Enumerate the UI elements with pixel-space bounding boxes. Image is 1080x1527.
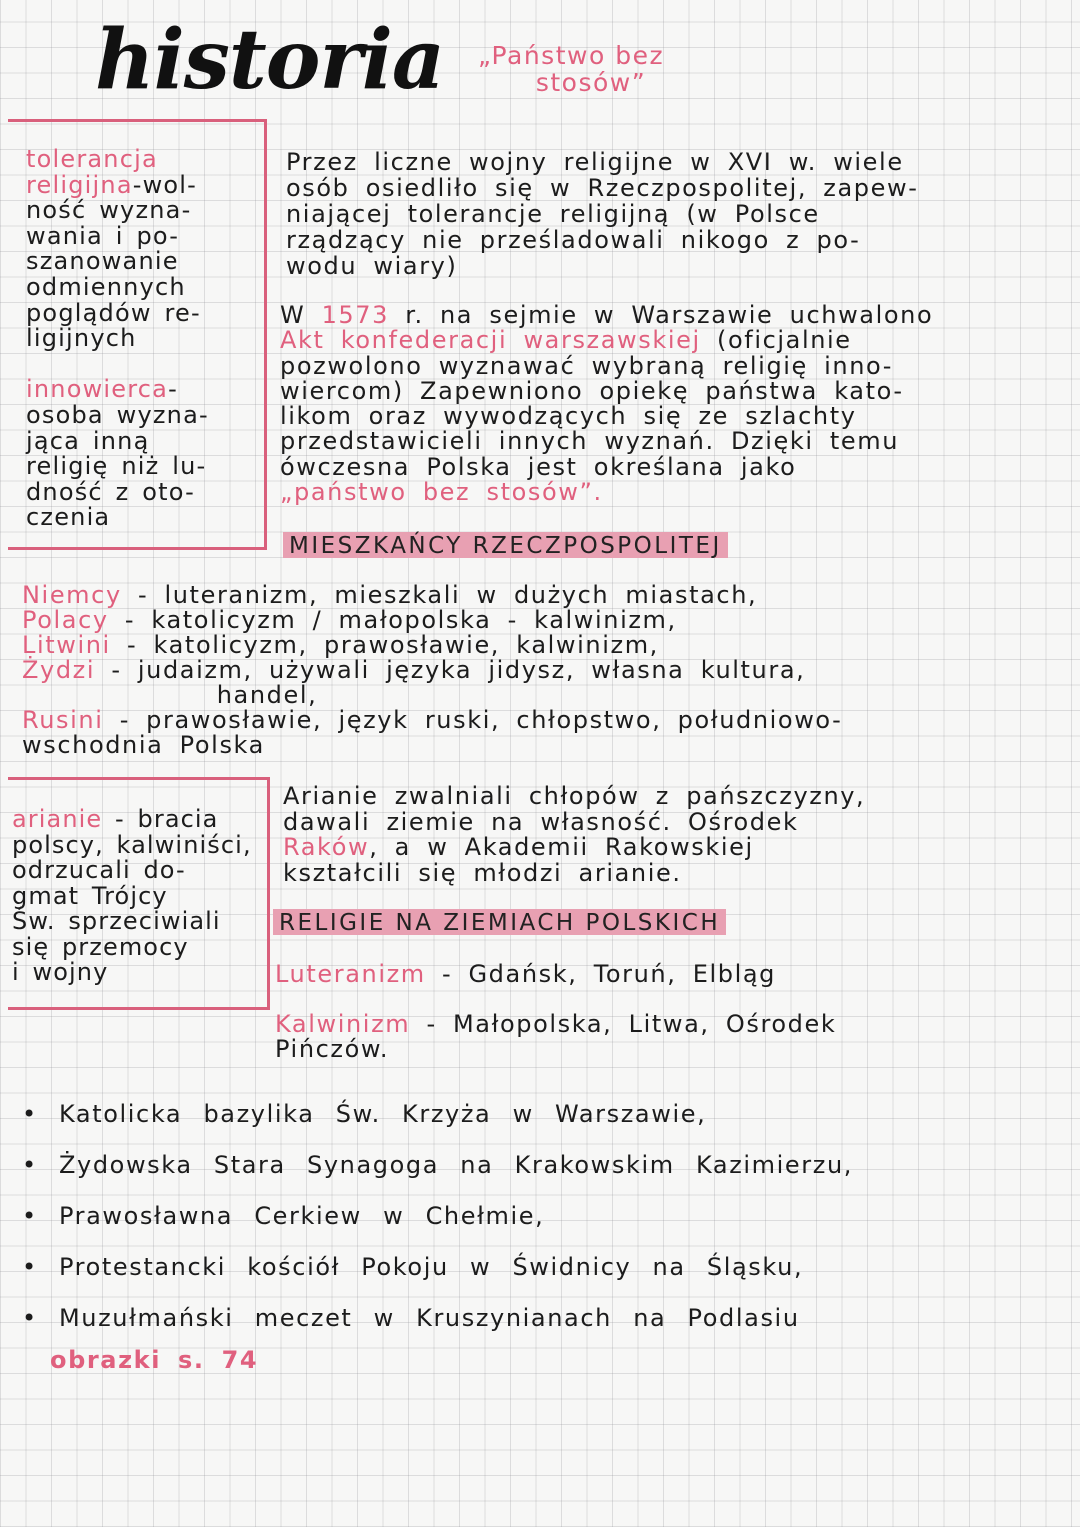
text-line	[280, 351, 933, 380]
definitions-block-1	[26, 147, 209, 531]
text-segment: - bracia	[102, 805, 219, 833]
text-line	[26, 377, 209, 403]
box-divider	[8, 777, 270, 780]
highlighted-term: arianie	[12, 805, 103, 833]
text-line	[26, 272, 209, 301]
text-segment: Św. sprzeciwiali	[12, 907, 221, 935]
text-line	[26, 326, 209, 352]
inhabitants-list	[22, 583, 842, 758]
text-line	[22, 1293, 853, 1344]
text-line	[22, 658, 842, 683]
text-segment: handel,	[22, 681, 318, 709]
subtitle-line: „Państwo bez	[478, 41, 665, 70]
text-line	[275, 987, 836, 1012]
text-line	[286, 201, 919, 227]
text-line	[26, 198, 209, 224]
text-line	[12, 830, 252, 859]
highlighted-term: „państwo bez stosów”.	[280, 478, 603, 507]
text-segment: osoba wyzna-	[26, 400, 209, 429]
highlighted-term: Luteranizm	[275, 960, 426, 988]
text-line	[286, 149, 919, 175]
box-divider	[8, 547, 266, 550]
text-segment: likom oraz wywodzących się ze szlachty	[280, 402, 857, 431]
text-line	[12, 909, 252, 935]
text-segment: • Muzułmański meczet w Kruszynianach na Podlasiu	[22, 1304, 800, 1332]
text-segment: r. na sejmie w Warszawie uchwalono	[389, 301, 934, 329]
text-line	[280, 404, 933, 429]
text-line	[280, 303, 933, 328]
highlighted-term: Raków	[283, 833, 370, 862]
text-segment: niającej tolerancje religijną (w Polsce	[286, 200, 820, 228]
text-segment: ność wyzna-	[26, 196, 192, 225]
text-segment: - Małopolska, Litwa, Ośrodek	[410, 1010, 837, 1038]
text-line	[280, 429, 933, 454]
text-segment: - katolicyzm / małopolska - kalwinizm,	[108, 606, 677, 634]
religions-list	[275, 962, 836, 1062]
text-segment: się przemocy	[12, 932, 189, 961]
subtitle	[478, 42, 664, 96]
text-line	[275, 1037, 836, 1062]
text-line	[286, 175, 919, 201]
reference-note: obrazki s. 74	[50, 1346, 259, 1374]
text-line	[26, 221, 209, 250]
text-segment: - judaizm, używali języka jidysz, własna kultura,	[95, 656, 806, 684]
text-segment: odmiennych	[26, 272, 186, 301]
text-segment: wschodnia Polska	[22, 731, 265, 759]
highlighted-term: Polacy	[22, 606, 109, 634]
text-line	[12, 807, 252, 833]
box-divider	[8, 1007, 270, 1010]
text-segment: odrzucali do-	[12, 856, 186, 884]
definitions-block-2	[12, 807, 252, 986]
highlighted-term: Żydzi	[22, 656, 96, 684]
places-of-worship-list	[22, 1089, 853, 1344]
text-line	[280, 452, 933, 481]
text-line	[26, 298, 209, 327]
box-divider	[8, 119, 266, 122]
text-line	[26, 426, 209, 455]
text-segment: -wol-	[132, 170, 198, 199]
text-segment: - prawosławie, język ruski, chłopstwo, południowo-	[103, 706, 843, 734]
text-line	[283, 807, 865, 836]
text-segment: • Żydowska Stara Synagoga na Krakowskim Kazimierzu,	[22, 1151, 853, 1179]
highlighted-term: Akt konfederacji warszawskiej	[280, 326, 701, 355]
highlighted-term: Litwini	[22, 631, 111, 659]
text-line	[22, 633, 842, 658]
text-line	[22, 733, 842, 758]
text-line	[26, 147, 209, 173]
text-segment: dność z oto-	[26, 477, 195, 506]
text-line	[26, 477, 209, 506]
text-segment: • Katolicka bazylika Św. Krzyża w Warszawie,	[22, 1100, 707, 1128]
text-segment: i wojny	[12, 958, 109, 986]
page-title: historia	[95, 12, 444, 108]
text-line	[283, 835, 865, 861]
text-line	[26, 352, 209, 378]
text-line	[286, 227, 919, 253]
text-segment: , a w Akademii Rakowskiej	[369, 833, 754, 862]
text-line	[286, 253, 919, 279]
text-line	[280, 328, 933, 353]
highlighted-term: religijna	[26, 170, 133, 199]
text-segment: • Protestancki kościół Pokoju w Świdnicy na Śląsku,	[22, 1253, 804, 1281]
text-segment: (oficjalnie	[700, 326, 852, 355]
heading-inhabitants: MIESZKAŃCY RZECZPOSPOLITEJ	[283, 532, 728, 558]
text-line	[22, 708, 842, 733]
text-segment: Przez liczne wojny religijne w XVI w. wiele	[286, 148, 904, 176]
text-segment: W	[280, 301, 322, 329]
text-line	[275, 962, 836, 987]
text-segment: szanowanie	[26, 247, 179, 276]
text-line	[12, 960, 252, 986]
text-line	[22, 683, 842, 708]
text-segment: gmat Trójcy	[12, 881, 168, 910]
text-line	[280, 480, 933, 505]
text-line	[22, 1089, 853, 1140]
text-segment: poglądów re-	[26, 298, 201, 327]
highlighted-term: Niemcy	[22, 581, 122, 609]
box-divider	[267, 777, 270, 1010]
text-segment: pozwolono wyznawać wybraną religię inno-	[280, 351, 894, 380]
highlighted-term: innowierca	[26, 375, 169, 404]
text-line	[26, 400, 209, 429]
text-line	[26, 249, 209, 275]
text-segment: -	[168, 375, 178, 404]
text-line	[283, 861, 865, 887]
text-line	[26, 170, 209, 199]
text-segment: - Gdańsk, Toruń, Elbląg	[425, 960, 776, 988]
text-segment: osób osiedliło się w Rzeczpospolitej, zapew-	[286, 174, 919, 202]
text-line	[22, 1140, 853, 1191]
paragraph-arians	[283, 784, 865, 887]
heading-religions: RELIGIE NA ZIEMIACH POLSKICH	[273, 909, 726, 935]
text-segment: - luteranizm, mieszkali w dużych miastach,	[121, 581, 758, 609]
text-line	[283, 784, 865, 810]
text-segment: jąca inną	[26, 426, 150, 455]
highlighted-term: 1573	[321, 301, 390, 329]
text-line	[12, 881, 252, 910]
text-segment: przedstawicieli innych wyznań. Dzięki temu	[280, 427, 900, 456]
highlighted-term: tolerancja	[26, 145, 158, 173]
text-line	[26, 505, 209, 531]
text-segment: ówczesna Polska jest określana jako	[280, 452, 797, 481]
text-segment: religię niż lu-	[26, 452, 207, 481]
text-line	[12, 858, 252, 884]
text-line	[275, 1012, 836, 1037]
text-line	[12, 932, 252, 961]
text-line	[22, 608, 842, 633]
text-segment: Arianie zwalniali chłopów z pańszczyzny,	[283, 782, 866, 810]
text-line	[22, 1242, 853, 1293]
text-line	[22, 1191, 853, 1242]
text-segment: ligijnych	[26, 324, 137, 353]
text-segment: dawali ziemie na własność. Ośrodek	[283, 807, 799, 836]
text-segment: wiercom) Zapewniono opiekę państwa kato-	[280, 376, 904, 405]
text-line	[280, 376, 933, 405]
highlighted-term: Kalwinizm	[275, 1010, 411, 1038]
text-segment: - katolicyzm, prawosławie, kalwinizm,	[110, 631, 659, 659]
text-segment: polscy, kalwiniści,	[12, 830, 252, 859]
highlighted-term: Rusini	[22, 706, 104, 734]
text-segment: rządzący nie prześladowali nikogo z po-	[286, 226, 861, 254]
text-line	[26, 454, 209, 480]
text-segment: Pińczów.	[275, 1035, 390, 1063]
paragraph-tolerance	[286, 149, 919, 279]
text-segment: wania i po-	[26, 221, 180, 250]
text-segment: • Prawosławna Cerkiew w Chełmie,	[22, 1202, 545, 1230]
subtitle-line: stosów”	[535, 68, 647, 97]
text-segment: czenia	[26, 503, 111, 532]
box-divider	[264, 119, 267, 550]
text-segment: wodu wiary)	[286, 252, 458, 280]
text-segment: kształcili się młodzi arianie.	[283, 859, 682, 888]
text-line	[22, 583, 842, 608]
paragraph-confederation	[280, 303, 933, 505]
